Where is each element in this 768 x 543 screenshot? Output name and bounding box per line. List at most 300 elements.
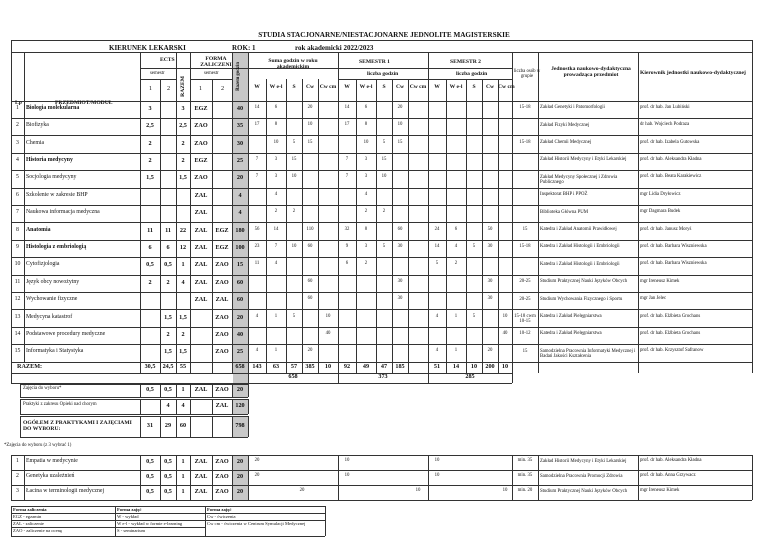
row-unit: Studium Praktycznej Nauki Języków Obcych xyxy=(540,279,628,285)
row-head: prof. dr hab. Elżbieta Grochans xyxy=(640,313,701,319)
razem-label: RAZEM: xyxy=(17,362,43,370)
legend-title: Forma zajęć xyxy=(207,506,232,512)
header-sem1-liczba: liczba godzin xyxy=(367,71,399,77)
row-group-size: 15-18 cwm 10-15 xyxy=(514,314,536,325)
row-bwel: 6 xyxy=(454,226,458,232)
row-scw: 60 xyxy=(307,296,313,302)
row-as: 5 xyxy=(382,139,386,145)
extra-f1: ZAL xyxy=(194,386,208,393)
row-bcw: 50 xyxy=(487,226,493,232)
row-rg: 60 xyxy=(236,296,244,304)
elective-e1: 0,5 xyxy=(146,473,154,480)
header-sum-scw: Cw xyxy=(305,83,315,90)
grid-line xyxy=(446,79,447,373)
grid-line xyxy=(11,257,752,258)
grid-line xyxy=(248,416,249,437)
grid-line xyxy=(11,222,752,223)
row-rg: 25 xyxy=(236,348,244,356)
row-unit: Samodzielna Pracownia Informatyki Medycznej i Badań Jakości Kształcenia xyxy=(540,348,636,360)
row-rg: 180 xyxy=(235,226,245,234)
row-subject-name: Biofizyka xyxy=(26,122,49,129)
row-subject-name: Histologia z embriologią xyxy=(26,243,87,250)
elective-e1: 0,5 xyxy=(146,488,154,495)
elective-f2: ZAO xyxy=(215,488,229,495)
legend-item: W - wykład xyxy=(117,513,139,519)
grid-line xyxy=(538,470,539,485)
row-f2: EGZ xyxy=(215,243,229,251)
row-f1: ZAL xyxy=(194,191,208,199)
legend-title: Forma zaliczenia xyxy=(13,506,47,512)
row-rg: 4 xyxy=(238,209,242,217)
grid-line xyxy=(115,506,116,536)
extra-rg: 20 xyxy=(236,386,244,393)
razem-as: 47 xyxy=(380,362,388,370)
grid-line xyxy=(248,485,249,500)
row-scw: 60 xyxy=(307,243,313,249)
grid-line xyxy=(318,79,319,373)
grid-line xyxy=(205,506,206,536)
row-er: 1,5 xyxy=(179,174,187,182)
header-sem2-bwel: W e-l xyxy=(449,83,463,90)
row-aw: 7 xyxy=(345,156,349,162)
grid-line xyxy=(140,79,176,80)
grid-line xyxy=(20,399,248,400)
academic-year-label: rok akademicki 2022/2023 xyxy=(295,44,374,52)
header-ects-semestr: semestr xyxy=(150,71,165,76)
row-bcw: 30 xyxy=(487,278,493,284)
row-swel: 2 xyxy=(274,209,278,215)
row-lp: 3 xyxy=(16,139,19,146)
row-e1: 0,5 xyxy=(146,261,154,269)
grid-line xyxy=(11,485,752,486)
extra-er: 1 xyxy=(181,386,185,393)
elective-e2: 0,5 xyxy=(164,473,172,480)
row-swel: 10 xyxy=(273,139,279,145)
grid-line xyxy=(212,79,213,373)
row-rg: 20 xyxy=(236,313,244,321)
header-sem1-as: S xyxy=(382,83,386,90)
header-sem1-awel: W e-l xyxy=(359,83,373,90)
grid-line xyxy=(482,79,483,373)
row-acw: 15 xyxy=(397,139,403,145)
grid-line xyxy=(11,118,752,119)
header-ects-s2: 2 xyxy=(167,85,171,92)
grid-line xyxy=(11,188,752,189)
razem-awel: 49 xyxy=(362,362,370,370)
header-forma-s1: 1 xyxy=(199,85,203,92)
row-bcw: 20 xyxy=(487,348,493,354)
row-scw: 20 xyxy=(307,348,313,354)
electives-title: *Zajęcia do wyboru (z 3 wybrać 1) xyxy=(4,443,72,448)
elective-er: 1 xyxy=(181,458,185,465)
elective-e2: 0,5 xyxy=(164,488,172,495)
grid-line xyxy=(11,52,752,53)
row-unit: Biblioteka Główna PUM xyxy=(540,209,588,215)
grid-line xyxy=(11,292,752,293)
row-e1: 3 xyxy=(148,104,152,112)
grid-line xyxy=(248,384,249,397)
header-sem1-acw: Cw xyxy=(395,83,405,90)
extra-f2: ZAO xyxy=(215,386,229,393)
row-rg: 25 xyxy=(236,156,244,164)
row-unit: Zakład Fizyki Medycznej xyxy=(540,122,590,128)
row-subject-name: Podstawowe procedury medyczne xyxy=(26,330,106,337)
row-as: 10 xyxy=(381,174,387,180)
row-f1: ZAL xyxy=(194,278,208,286)
grid-line xyxy=(20,437,248,438)
grid-line xyxy=(11,309,752,310)
row-swel: 3 xyxy=(274,174,278,180)
row-subject-name: Biologia molekularna xyxy=(26,104,80,111)
row-bcw: 30 xyxy=(487,296,493,302)
elective-lp: 1 xyxy=(16,458,19,464)
elective-sem1: 10 xyxy=(344,458,350,463)
grid-line xyxy=(20,397,248,398)
extra-rg: 798 xyxy=(235,422,245,429)
extra-e2: 0,5 xyxy=(164,386,172,393)
row-awel: 8 xyxy=(364,226,368,232)
razem-sem2-total: 285 xyxy=(465,373,475,380)
row-e2: 11 xyxy=(165,226,171,234)
elective-unit: Samodzielna Pracownia Promocji Zdrowia xyxy=(540,474,623,479)
row-er: 4 xyxy=(181,278,185,286)
row-ss: 5 xyxy=(292,139,296,145)
header-forma-s2: 2 xyxy=(221,85,225,92)
header-sum-scwcm: Cw cm xyxy=(319,83,337,90)
row-f1: ZAL xyxy=(194,296,208,304)
legend-item: Cw cm - ćwiczenia w Centrum Symulacji Medycznej xyxy=(207,520,306,526)
elective-er: 1 xyxy=(181,473,185,480)
razem-aw: 92 xyxy=(343,362,351,370)
header-sum-ss: S xyxy=(292,83,296,90)
row-sw: 7 xyxy=(255,156,259,162)
row-subject-name: Szkolenie w zakresie BHP xyxy=(26,191,88,198)
header-sem2: SEMESTR 2 xyxy=(450,59,481,65)
row-er: 1 xyxy=(181,261,185,269)
row-subject-name: Anatomia xyxy=(26,226,51,233)
elective-sem1: 10 xyxy=(415,488,421,493)
row-acw: 30 xyxy=(397,243,403,249)
grid-line xyxy=(466,79,467,373)
grid-line xyxy=(11,101,752,102)
grid-line xyxy=(248,399,249,414)
row-lp: 10 xyxy=(14,261,21,268)
grid-line xyxy=(338,485,339,500)
grid-line xyxy=(11,500,752,501)
grid-line xyxy=(11,240,752,241)
header-sem2-bs: S xyxy=(472,83,476,90)
row-scwcm: 40 xyxy=(325,330,331,336)
row-sw: 23 xyxy=(254,243,260,249)
grid-line xyxy=(20,399,21,414)
row-aw: 32 xyxy=(344,226,350,232)
row-er: 22 xyxy=(179,226,187,234)
row-awel: 3 xyxy=(364,243,368,249)
document-title: STUDIA STACJONARNE/NIESTACJONARNE JEDNOLITE MAGISTERSKIE xyxy=(258,31,510,39)
legend-item: S - seminarium xyxy=(117,527,146,533)
rok-label: ROK: 1 xyxy=(232,44,256,52)
grid-line xyxy=(24,52,25,362)
grid-line xyxy=(338,68,512,69)
row-f1: EGZ xyxy=(194,156,208,164)
header-sem1-acwcm: Cw cm xyxy=(409,83,427,90)
row-sw: 14 xyxy=(254,104,260,110)
grid-line xyxy=(638,485,639,500)
grid-line xyxy=(752,470,753,485)
row-as: 15 xyxy=(381,156,387,162)
row-swel: 1 xyxy=(274,313,278,319)
grid-line xyxy=(20,384,248,385)
row-f2: ZAO xyxy=(215,330,229,338)
legend-item: Cw - ćwiczenia xyxy=(207,513,236,519)
elective-unit: Zakład Historii Medycyny i Etyki Lekarskiej xyxy=(540,459,627,464)
row-ss: 10 xyxy=(291,243,297,249)
extra-er: 60 xyxy=(179,422,187,429)
row-unit: Zakład Medycyny Społecznej i Zdrowia Publicznego xyxy=(540,174,618,186)
elective-group-size: min. 35 xyxy=(517,473,533,478)
row-unit: Zakład Genetyki i Patomorfologii xyxy=(540,105,605,111)
extra-e1: 0,5 xyxy=(146,386,154,393)
row-subject-name: Historia medycyny xyxy=(26,156,73,163)
razem-scwcm: 10 xyxy=(324,362,332,370)
row-awel: 2 xyxy=(364,261,368,267)
row-e1: 2 xyxy=(148,278,152,286)
row-f2: ZAO xyxy=(215,261,229,269)
header-razem-godzin: Razem godzin xyxy=(236,62,241,91)
extra-e2: 4 xyxy=(166,402,170,409)
razem-e1: 30,5 xyxy=(144,362,156,370)
grid-line xyxy=(190,79,232,80)
razem-ss: 57 xyxy=(290,362,298,370)
extra-e1: 31 xyxy=(146,422,154,429)
elective-group-size: min. 35 xyxy=(517,458,533,463)
grid-line xyxy=(498,79,499,373)
row-e2: 0,5 xyxy=(164,261,172,269)
row-bwel: 4 xyxy=(454,243,458,249)
row-swel: 7 xyxy=(274,243,278,249)
grid-line xyxy=(190,399,191,414)
elective-name: Łacina w terminologii medycznej xyxy=(26,488,105,494)
kierunek-label: KIERUNEK LEKARSKI xyxy=(109,44,186,52)
row-ss: 2 xyxy=(292,209,296,215)
elective-name: Empatia w medycynie xyxy=(26,458,78,464)
grid-line xyxy=(11,536,115,537)
row-group-size: 15 xyxy=(522,348,528,354)
razem-e2: 24,5 xyxy=(162,362,174,370)
grid-line xyxy=(24,485,25,500)
grid-line xyxy=(638,470,639,485)
row-scw: 10 xyxy=(307,122,313,128)
row-acw: 60 xyxy=(397,226,403,232)
row-sw: 4 xyxy=(255,348,259,354)
elective-lp: 2 xyxy=(16,473,19,479)
elective-f1: ZAL xyxy=(194,458,208,465)
row-e2: 2 xyxy=(166,278,170,286)
row-bw: 24 xyxy=(434,226,440,232)
grid-line xyxy=(11,40,752,41)
grid-line xyxy=(428,485,429,500)
row-er: 3 xyxy=(181,104,185,112)
row-f1: ZAO xyxy=(194,122,208,130)
extra-e2: 29 xyxy=(164,422,172,429)
row-e1: 6 xyxy=(148,243,152,251)
row-aw: 6 xyxy=(345,261,349,267)
razem-swel: 63 xyxy=(272,362,280,370)
elective-sum: 20 xyxy=(254,458,260,463)
elective-sem2: 10 xyxy=(434,458,440,463)
row-f1: ZAO xyxy=(194,174,208,182)
row-lp: 8 xyxy=(16,226,19,233)
header-sem2-bw: W xyxy=(434,83,440,90)
row-group-size: 15-18 xyxy=(519,140,531,145)
row-unit: Zakład Historii Medycyny i Etyki Lekarskiej xyxy=(540,157,627,163)
row-acw: 20 xyxy=(397,104,403,110)
row-as: 5 xyxy=(382,243,386,249)
row-er: 12 xyxy=(179,243,187,251)
grid-line xyxy=(140,399,141,414)
row-group-size: 10-12 xyxy=(519,331,531,337)
header-sem1-aw: W xyxy=(344,83,350,90)
row-rg: 35 xyxy=(236,122,244,130)
grid-line xyxy=(20,384,21,397)
row-er: 1,5 xyxy=(179,313,187,321)
row-sw: 56 xyxy=(254,226,260,232)
row-rg: 30 xyxy=(236,139,244,147)
row-swel: 4 xyxy=(274,191,278,197)
grid-line xyxy=(325,506,326,536)
row-er: 2 xyxy=(181,330,185,338)
razem-bw: 51 xyxy=(433,362,441,370)
row-acw: 10 xyxy=(397,122,403,128)
extra-label: Praktyki z zakresu Opieki nad chorym xyxy=(23,402,97,407)
header-sem2-bcw: Cw xyxy=(485,83,495,90)
row-lp: 13 xyxy=(14,313,21,320)
extra-f2: ZAL xyxy=(215,402,229,409)
razem-bs: 10 xyxy=(470,362,478,370)
row-acw: 30 xyxy=(397,278,403,284)
row-scw: 60 xyxy=(307,278,313,284)
grid-line xyxy=(24,455,25,470)
row-unit: Katedra i Zakład Pielęgniarstwa xyxy=(540,331,602,337)
grid-line xyxy=(286,79,287,373)
row-scw: 110 xyxy=(306,226,314,232)
row-awel: 2 xyxy=(364,209,368,215)
row-subject-name: Naukowa informacja medyczna xyxy=(26,209,100,216)
row-bs: 5 xyxy=(472,243,476,249)
row-subject-name: Medycyna katastrof xyxy=(26,313,73,320)
header-suma: Suma godzin w roku akademickim xyxy=(268,58,318,70)
row-ss: 15 xyxy=(291,156,297,162)
row-unit: Katedra i Zakład Histologii i Embriologii xyxy=(540,261,620,267)
row-scw: 15 xyxy=(307,139,313,145)
row-awel: 6 xyxy=(364,104,368,110)
row-head: dr hab. Wojciech Podraza xyxy=(640,122,690,128)
row-head: prof. dr hab. Elżbieta Grochans xyxy=(640,330,701,336)
row-group-size: 15-18 xyxy=(519,244,531,250)
grid-line xyxy=(248,383,512,384)
row-lp: 15 xyxy=(14,348,21,355)
grid-line xyxy=(11,506,12,536)
grid-line xyxy=(190,416,191,437)
row-awel: 3 xyxy=(364,156,368,162)
header-razem: RAZEM xyxy=(180,76,186,97)
row-head: mgr Jan Jelec xyxy=(640,296,667,302)
elective-sem1: 10 xyxy=(344,473,350,478)
row-unit: Katedra i Zakład Pielęgniarstwa xyxy=(540,314,602,319)
row-e2: 1,5 xyxy=(164,348,172,356)
elective-group-size: min. 20 xyxy=(517,488,533,493)
row-swel: 6 xyxy=(274,104,278,110)
header-sum-sw: W xyxy=(254,83,260,90)
row-group-size: 20-25 xyxy=(519,296,531,302)
grid-line xyxy=(638,455,639,470)
row-f2: EGZ xyxy=(215,226,229,234)
row-lp: 4 xyxy=(16,156,19,163)
row-bw: 5 xyxy=(435,261,439,267)
elective-rg: 20 xyxy=(236,473,244,480)
row-er: 2 xyxy=(181,156,185,164)
row-head: prof. dr hab. Barbara Wiszniewska xyxy=(640,261,707,267)
elective-lp: 3 xyxy=(16,488,19,494)
row-lp: 5 xyxy=(16,174,19,181)
row-f2: ZAL xyxy=(215,296,229,304)
grid-line xyxy=(11,205,752,206)
row-er: 2 xyxy=(181,139,185,147)
grid-line xyxy=(11,455,752,456)
row-swel: 1 xyxy=(274,348,278,354)
row-awel: 3 xyxy=(364,174,368,180)
grid-line xyxy=(338,79,428,80)
row-bs: 5 xyxy=(472,313,476,319)
razem-bcw: 200 xyxy=(485,362,495,370)
grid-line xyxy=(11,344,752,345)
elective-head: prof. dr hab. Aleksandra Kładna xyxy=(640,458,702,463)
row-unit: Katedra i Zakład Histologii i Embriologii xyxy=(540,244,620,250)
row-f2: ZAO xyxy=(215,348,229,356)
row-bw: 14 xyxy=(434,243,440,249)
razem-sem1-total: 373 xyxy=(378,373,388,380)
extra-label: Zajęcia do wyboru* xyxy=(23,386,62,391)
row-sw: 17 xyxy=(254,122,260,128)
elective-f1: ZAL xyxy=(194,473,208,480)
grid-line xyxy=(11,470,752,471)
row-aw: 9 xyxy=(345,243,349,249)
grid-line xyxy=(376,79,377,373)
row-awel: 4 xyxy=(364,191,368,197)
razem-scw: 385 xyxy=(305,362,315,370)
header-jednostka: Jednostka naukowo-dydaktyczna prowadząca przedmiot xyxy=(551,66,631,79)
row-f1: EGZ xyxy=(194,104,208,112)
header-sem2-liczba: liczba godzin xyxy=(456,71,488,77)
extra-er: 4 xyxy=(181,402,185,409)
elective-sum: 20 xyxy=(299,488,305,493)
row-ss: 10 xyxy=(291,174,297,180)
header-grupy: liczba osób w grupie xyxy=(513,69,541,80)
row-scw: 20 xyxy=(307,104,313,110)
row-ss: 5 xyxy=(292,313,296,319)
grid-line xyxy=(11,327,752,328)
row-lp: 1 xyxy=(16,104,19,111)
grid-line xyxy=(338,52,339,383)
header-forma-semestr: semestr xyxy=(204,71,219,76)
row-e1: 2,5 xyxy=(146,122,154,130)
row-aw: 14 xyxy=(344,104,350,110)
row-f1: ZAO xyxy=(194,139,208,147)
row-unit: Zakład Chemii Medycznej xyxy=(540,140,592,145)
grid-line xyxy=(11,170,752,171)
header-przedmiot: PRZEDMIOT/MODUŁ xyxy=(55,100,113,106)
elective-f2: ZAO xyxy=(215,473,229,480)
